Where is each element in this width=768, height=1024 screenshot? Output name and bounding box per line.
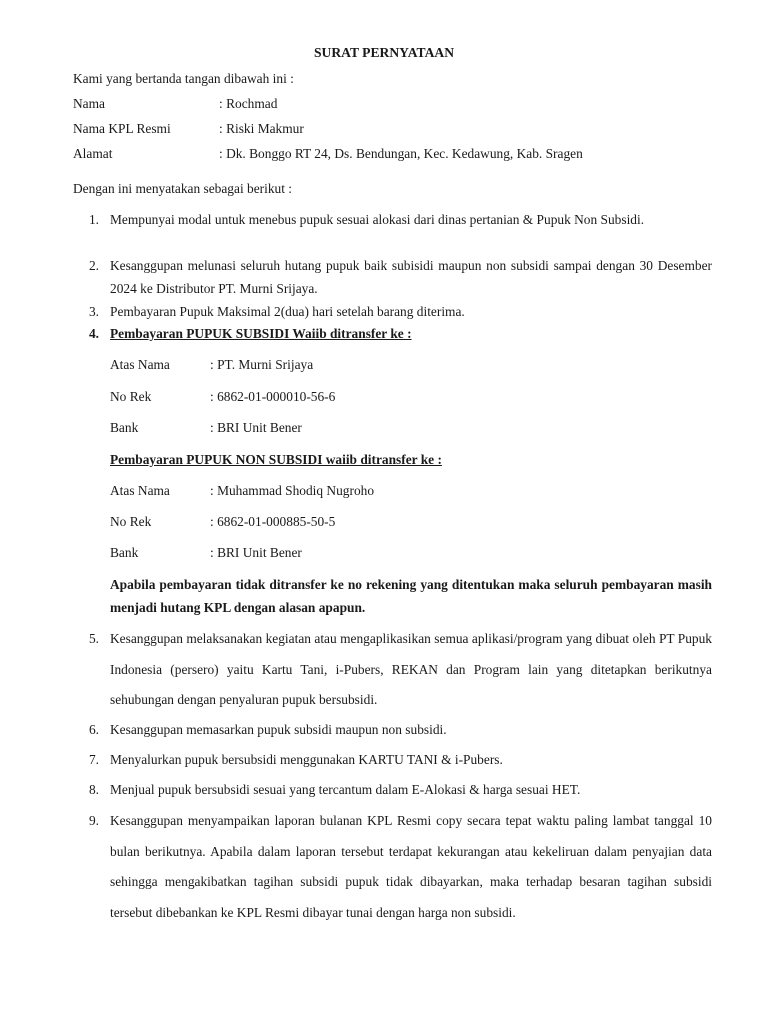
list-item [73, 254, 712, 300]
list-item [73, 806, 712, 928]
list-item-text: Pembayaran Pupuk Maksimal 2(dua) hari setelah barang diterima. [110, 304, 465, 319]
account-label: Atas Nama [110, 357, 170, 372]
list-item-text: Kesanggupan melunasi seluruh hutang pupuk baik subisidi maupun non subsidi sampai dengan 30 Desember 2024 ke Distributor PT. Murni Srijaya. [110, 258, 712, 296]
list-item-text: Kesanggupan memasarkan pupuk subsidi maupun non subsidi. [110, 722, 447, 737]
declaration-text: Dengan ini menyatakan sebagai berikut : [73, 181, 293, 196]
account-value: : 6862-01-000010-56-6 [210, 389, 336, 404]
list-item-text: Kesanggupan melaksanakan kegiatan atau mengaplikasikan semua aplikasi/program yang dibuat oleh PT Pupuk Indonesia (persero) yaitu Kartu Tani, i-Pubers, REKAN dan Program lain yang ditetapkan berikutnya sehubungan dengan penyaluran pupuk bersubsidi. [110, 631, 712, 707]
non-subsidi-heading: Pembayaran PUPUK NON SUBSIDI waiib ditransfer ke : [110, 452, 442, 467]
list-item-text: Menjual pupuk bersubsidi sesuai yang tercantum dalam E-Alokasi & harga sesuai HET. [110, 782, 581, 797]
list-item-number: 1. [88, 212, 99, 227]
list-item-text: Kesanggupan menyampaikan laporan bulanan KPL Resmi copy secara tepat waktu paling lambat tanggal 10 bulan berikutnya. Apabila dalam laporan tersebut terdapat kekurangan atau kekeliruan dalam penyajian data sehingga mengakibatkan tagihan subsidi pupuk tidak dibayarkan, maka terhadap besaran tagihan subsidi tersebut dibebankan ke KPL Resmi dibayar tunai dengan harga non subsidi. [110, 813, 712, 920]
field-label: Nama KPL Resmi [73, 121, 171, 136]
account-label: No Rek [110, 514, 152, 529]
list-item [73, 322, 712, 345]
field-label: Alamat [73, 146, 113, 161]
field-value: : Riski Makmur [219, 121, 304, 136]
list-item [73, 745, 712, 776]
list-item [73, 208, 712, 231]
list-item-number: 8. [88, 782, 99, 797]
list-item-text: Menyalurkan pupuk bersubsidi menggunakan KARTU TANI & i-Pubers. [110, 752, 503, 767]
subsidi-heading: Pembayaran PUPUK SUBSIDI Waiib ditransfer ke : [110, 326, 412, 341]
document-title: SURAT PERNYATAAN [313, 45, 455, 60]
field-value: : Dk. Bonggo RT 24, Ds. Bendungan, Kec. Kedawung, Kab. Sragen [219, 146, 583, 161]
intro-text: Kami yang bertanda tangan dibawah ini : [73, 71, 294, 86]
account-value: : BRI Unit Bener [210, 420, 302, 435]
list-item-number: 4. [88, 326, 99, 341]
warning-text: Apabila pembayaran tidak ditransfer ke no rekening yang ditentukan maka seluruh pembayaran masih menjadi hutang KPL dengan alasan apapun. [110, 577, 712, 615]
account-label: No Rek [110, 389, 152, 404]
field-value: : Rochmad [219, 96, 278, 111]
account-label: Bank [110, 545, 139, 560]
list-item [73, 715, 712, 746]
list-item-number: 5. [88, 631, 99, 646]
list-item-number: 6. [88, 722, 99, 737]
account-label: Atas Nama [110, 483, 170, 498]
account-value: : Muhammad Shodiq Nugroho [210, 483, 375, 498]
list-item-text: Mempunyai modal untuk menebus pupuk sesuai alokasi dari dinas pertanian & Pupuk Non Subsidi. [110, 212, 645, 227]
list-item-number: 9. [88, 813, 99, 828]
list-item [73, 300, 712, 323]
list-item [73, 775, 712, 806]
list-item-number: 2. [88, 258, 99, 273]
field-label: Nama [73, 96, 105, 111]
account-value: : 6862-01-000885-50-5 [210, 514, 336, 529]
account-label: Bank [110, 420, 139, 435]
list-item-number: 3. [88, 304, 99, 319]
account-value: : BRI Unit Bener [210, 545, 302, 560]
list-item-number: 7. [88, 752, 99, 767]
account-value: : PT. Murni Srijaya [210, 357, 314, 372]
list-item [73, 624, 712, 716]
